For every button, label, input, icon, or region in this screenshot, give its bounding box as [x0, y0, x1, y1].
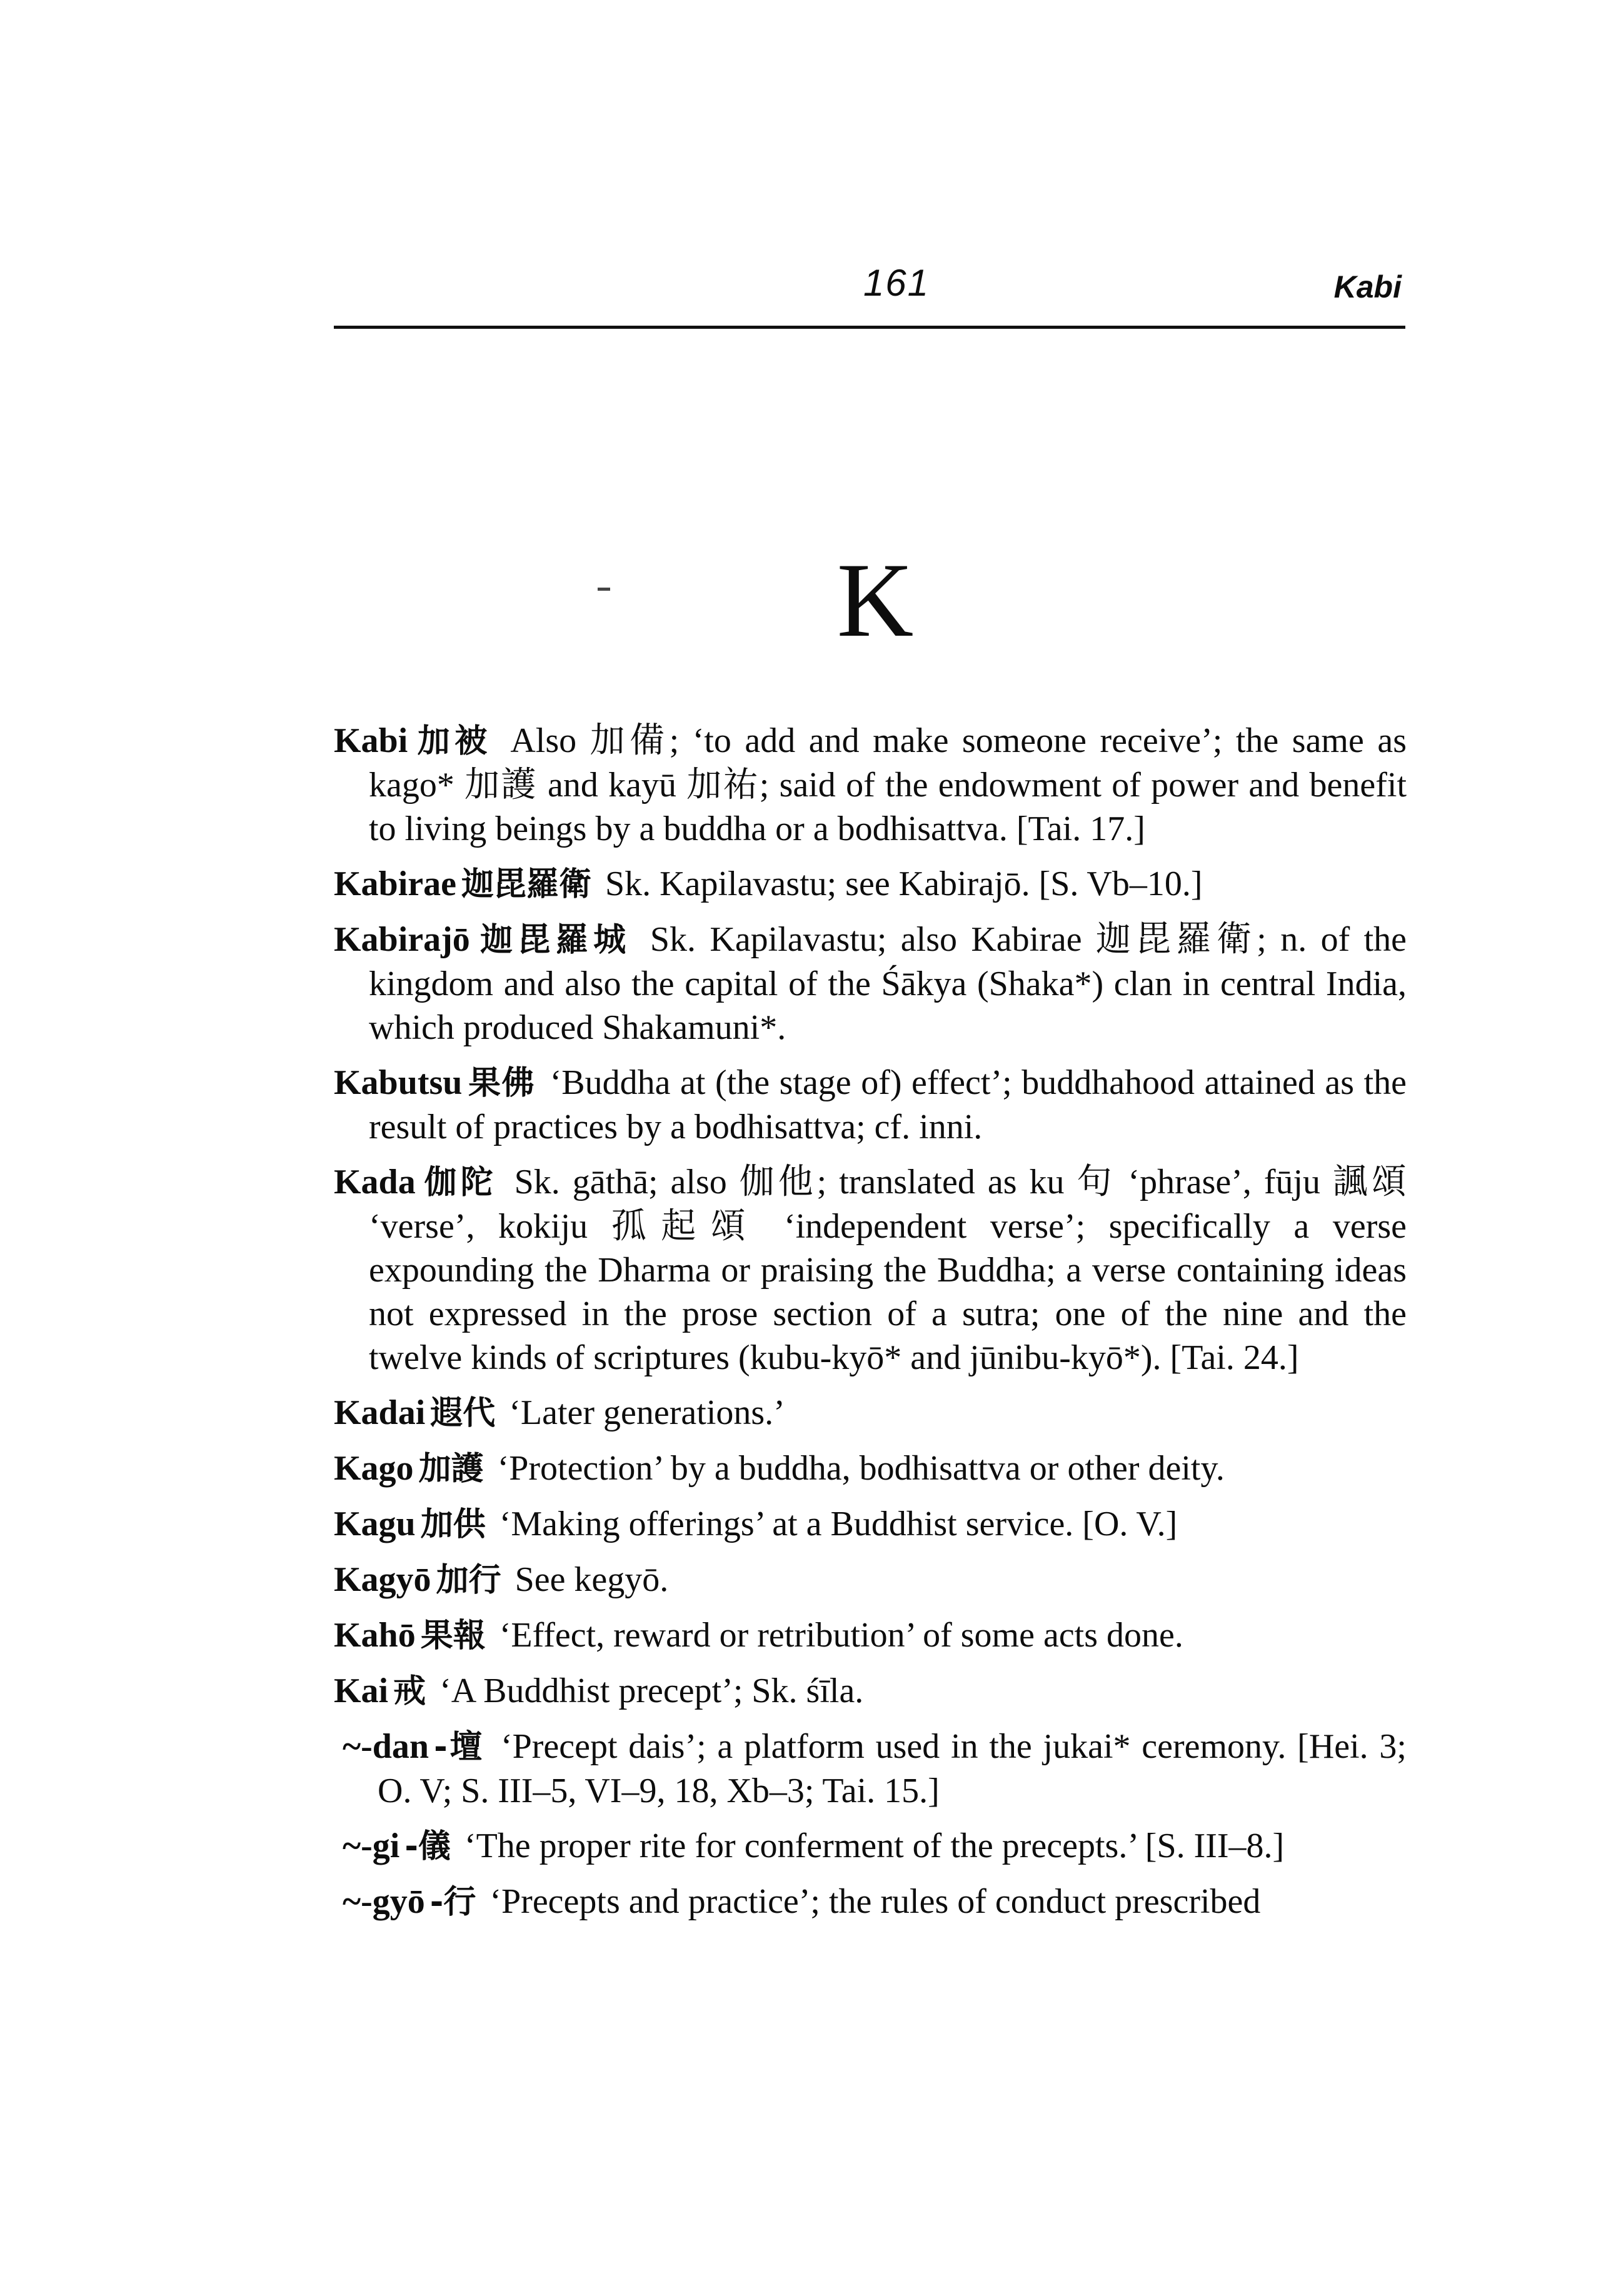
entry-kai-gi — [343, 1824, 1407, 1868]
headword-kanji: 戒 — [393, 1673, 426, 1710]
entry-kabutsu — [334, 1061, 1407, 1149]
headword: Kabirae — [334, 865, 456, 903]
headword: Kahō — [334, 1616, 416, 1655]
definition: ‘Later generations.’ — [509, 1393, 785, 1432]
definition: Also 加備; ‘to add and make someone receive’; the same as kago* 加護 and kayū 加祐; said of the endowment of power and benefit to living beings by a buddha or a bodhisattva. [Tai. 17.] — [369, 721, 1407, 848]
entry-kai-gyo — [343, 1880, 1407, 1924]
entry-kaho — [334, 1613, 1407, 1658]
definition: ‘Protection’ by a buddha, bodhisattva or other deity. — [497, 1449, 1225, 1488]
headword-kanji: 加被 — [413, 723, 492, 760]
entry-kagu — [334, 1502, 1407, 1547]
headword: Kada — [334, 1163, 416, 1201]
headword-kanji: 迦毘羅衛 — [461, 866, 591, 903]
definition: ‘Buddha at (the stage of) effect’; buddhahood attained as the result of practices by a bodhisattva; cf. inni. — [369, 1063, 1407, 1146]
headword: ~-gi — [343, 1827, 400, 1865]
headword: ~-dan — [343, 1727, 429, 1766]
entry-kada — [334, 1160, 1407, 1380]
entry-kadai — [334, 1391, 1407, 1435]
definition: Sk. Kapilavastu; see Kabirajō. [S. Vb–10.] — [605, 865, 1203, 903]
headword-kanji: -壇 — [434, 1728, 485, 1766]
page-number: 161 — [863, 262, 930, 304]
definition: ‘Precepts and practice’; the rules of conduct prescribed — [489, 1882, 1261, 1921]
definition: ‘A Buddhist precept’; Sk. śīla. — [439, 1672, 864, 1710]
entry-kabirajo — [334, 918, 1407, 1050]
headword-kanji: 加行 — [436, 1562, 501, 1599]
entry-kago — [334, 1446, 1407, 1491]
headword-kanji: 伽陀 — [420, 1164, 497, 1201]
definition: See kegyō. — [514, 1560, 669, 1599]
headword-kanji: 加供 — [420, 1506, 486, 1543]
definition: ‘Making offerings’ at a Buddhist service. [O. V.] — [499, 1505, 1178, 1543]
section-letter: K — [836, 541, 914, 659]
stray-dash-mark — [598, 588, 610, 591]
headword-kanji: 迦毘羅城 — [474, 921, 631, 959]
definition: ‘Precept dais’; a platform used in the jukai* ceremony. [Hei. 3; O. V; S. III–5, VI–9, 18, Xb–3; Tai. 15.] — [378, 1727, 1407, 1810]
headword-kanji: -行 — [429, 1883, 476, 1921]
definition: ‘The proper rite for conferment of the precepts.’ [S. III–8.] — [464, 1827, 1285, 1865]
dictionary-entries — [334, 719, 1407, 1935]
headword-kanji: 果報 — [420, 1617, 486, 1655]
headword: Kago — [334, 1449, 414, 1488]
headword: Kadai — [334, 1393, 426, 1432]
page-header — [334, 253, 1405, 329]
headword-kanji: 果佛 — [467, 1065, 536, 1102]
headword: Kai — [334, 1672, 389, 1710]
running-head: Kabi — [1333, 269, 1402, 304]
headword: Kabutsu — [334, 1063, 463, 1102]
headword: Kagyō — [334, 1560, 431, 1599]
headword-kanji: -儀 — [404, 1828, 451, 1865]
entry-kabi — [334, 719, 1407, 851]
entry-kai-dan — [343, 1725, 1407, 1813]
headword-kanji: 遐代 — [430, 1395, 496, 1432]
definition: ‘Effect, reward or retribution’ of some acts done. — [499, 1616, 1183, 1655]
definition: Sk. Kapilavastu; also Kabirae 迦毘羅衛; n. of the kingdom and also the capital of the Śākya (Shaka*) clan in central India, which produced Shakamuni*. — [369, 920, 1407, 1047]
definition: Sk. gāthā; also 伽他; translated as ku 句 ‘phrase’, fūju 諷頌 ‘verse’, kokiju 孤起頌 ‘independent verse’; specifically a verse expounding the Dharma or praising the Buddha; a verse containing ideas not expressed in the prose section of a sutra; one of the nine and the twelve kinds of scriptures (kubu-kyō* and jūnibu-kyō*). [Tai. 24.] — [369, 1163, 1407, 1377]
headword-kanji: 加護 — [418, 1450, 484, 1488]
entry-kai — [334, 1669, 1407, 1713]
headword: Kabi — [334, 721, 408, 760]
entry-kabirae — [334, 862, 1407, 906]
headword: ~-gyō — [343, 1882, 425, 1921]
headword: Kabirajō — [334, 920, 470, 959]
entry-kagyo — [334, 1558, 1407, 1602]
headword: Kagu — [334, 1505, 416, 1543]
